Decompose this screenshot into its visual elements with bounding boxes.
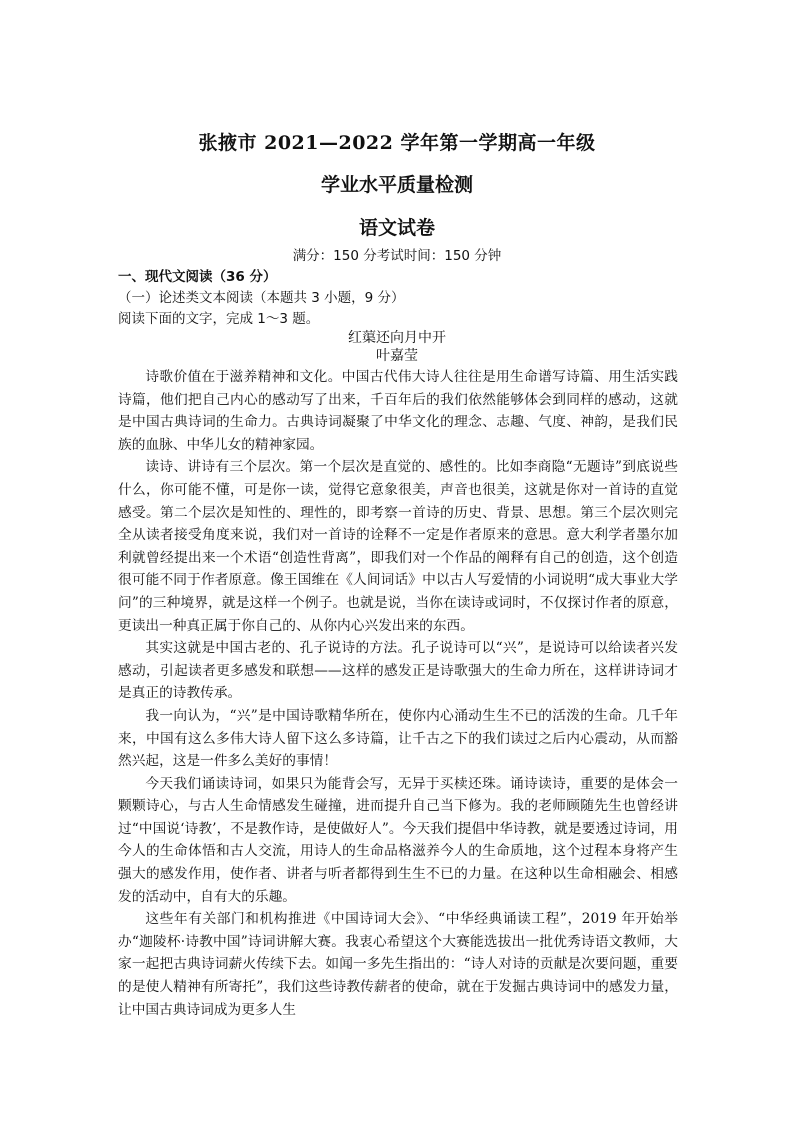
paragraph: 今天我们诵读诗词，如果只为能背会写，无异于买椟还珠。诵诗读诗，重要的是体会一颗颗诗心，与古人生命情感发生碰撞，进而提升自己当下修为。我的老师顾随先生也曾经讲过“中国说‘诗教’，不是教作诗，是使做好人”。今天我们提倡中华诗教，就是要透过诗词，用今人的生命体悟和古人交流，用诗人的生命品格滋养今人的生命质地，这个过程本身将产生强大的感发作用，使作者、讲者与听者都得到生生不已的力量。在这种以生命相融会、相感发的活动中，自有大的乐趣。 xyxy=(118,775,678,905)
subsection-heading: （一）论述类文本阅读（本题共 3 小题，9 分） xyxy=(118,290,405,306)
reading-instruction: 阅读下面的文字，完成 1～3 题。 xyxy=(118,311,320,327)
paragraph: 我一向认为，“兴”是中国诗歌精华所在，使你内心涌动生生不已的活泼的生命。几千年来，中国有这么多伟大诗人留下这么多诗篇，让千古之下的我们读过之后内心震动，从而豁然兴起，这是一件多么美好的事情！ xyxy=(118,707,678,770)
paragraph: 其实这就是中国古老的、孔子说诗的方法。孔子说诗可以“兴”，是说诗可以给读者兴发感动，引起读者更多感发和联想——这样的感发正是诗歌强大的生命力所在，这样讲诗词才是真正的诗教传承。 xyxy=(118,640,678,702)
article-author: 叶嘉莹 xyxy=(376,348,418,364)
exam-subtitle: 学业水平质量检测 xyxy=(320,174,473,196)
exam-title: 张掖市 2021—2022 学年第一学期高一年级 xyxy=(198,132,596,154)
paragraph: 这些年有关部门和机构推进《中国诗词大会》、“中华经典诵读工程”，2019 年开始举办“迦陵杯·诗教中国”诗词讲解大赛。我衷心希望这个大赛能选拔出一批优秀诗语文教师，大家一起把古典诗词薪火传续下去。如闻一多先生指出的：“诗人对诗的贡献是次要问题，重要的是使人精神有所寄托”，我们这些诗教传薪者的使命，就在于发掘古典诗词中的感发力量，让中国古典诗词成为更多人生 xyxy=(118,911,678,1018)
subject-title: 语文试卷 xyxy=(358,217,435,239)
paragraph: 诗歌价值在于滋养精神和文化。中国古代伟大诗人往往是用生命谱写诗篇、用生活实践诗篇，他们把自己内心的感动写了出来，千百年后的我们依然能够体会到同样的感动，这就是中国古典诗词的生命力。古典诗词凝聚了中华文化的理念、志趣、气度、神韵，是我们民族的血脉、中华儿女的精神家园。 xyxy=(118,369,678,453)
section-heading: 一、现代文阅读（36 分） xyxy=(118,269,277,285)
article-title: 红蕖还向月中开 xyxy=(348,330,446,346)
exam-info: 满分：150 分考试时间：150 分钟 xyxy=(292,248,502,264)
paragraph: 读诗、讲诗有三个层次。第一个层次是直觉的、感性的。比如李商隐“无题诗”到底说些什么，你可能不懂，可是你一读，觉得它意象很美，声音也很美，这就是你对一首诗的直觉感受。第二个层次是知性的、理性的，即考察一首诗的历史、背景、思想。第三个层次则完全从读者接受角度来说，我们对一首诗的诠释不一定是作者原来的意思。意大利学者墨尔加利就曾经提出来一个术语“创造性背离”，即我们对一个作品的阐释有自己的创造，这个创造很可能不同于作者原意。像王国维在《人间词话》中以古人写爱情的小词说明“成大事业大学问”的三种境界，就是这样一个例子。也就是说，当你在读诗或词时，不仅探讨作者的原意，更读出一种真正属于你自己的、从你内心兴发出来的东西。 xyxy=(118,459,678,634)
article-body xyxy=(118,366,678,1021)
